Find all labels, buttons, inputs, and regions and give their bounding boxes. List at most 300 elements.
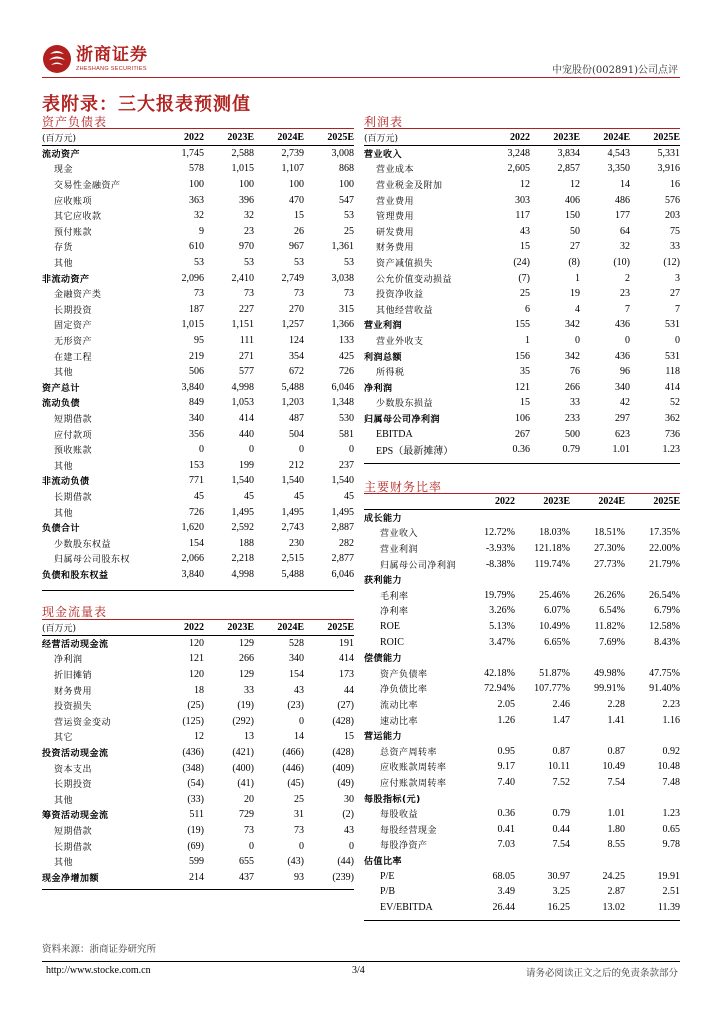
cell-value: 3,248 xyxy=(507,148,530,160)
cell-value: 19.79% xyxy=(484,589,515,601)
cell-value: (428) xyxy=(332,747,354,759)
row-label-text: 在建工程 xyxy=(54,352,93,363)
cell-value: 133 xyxy=(339,335,354,347)
row-label-text: 营运能力 xyxy=(364,732,403,743)
cell-value xyxy=(460,853,515,869)
table-row xyxy=(364,177,680,193)
row-label-text: 预付账款 xyxy=(54,227,93,238)
row-label-text: 投资净收益 xyxy=(376,290,424,301)
table-row xyxy=(364,744,680,760)
cell-value xyxy=(460,790,515,806)
cell-value: 173 xyxy=(339,669,354,681)
cell-value: 531 xyxy=(665,350,680,362)
row-label xyxy=(42,651,154,667)
row-label xyxy=(42,302,154,318)
row-label-text: 营业利润 xyxy=(380,545,419,556)
cell-value: (24) xyxy=(513,257,530,269)
cell-value: 212 xyxy=(289,459,304,471)
row-label xyxy=(364,208,480,224)
row-label xyxy=(364,572,460,588)
row-label xyxy=(42,729,154,745)
cell-value: 0.92 xyxy=(662,745,680,757)
row-label-text: 非流动资产 xyxy=(42,274,90,285)
row-label xyxy=(42,823,154,839)
cell-value: 35 xyxy=(520,366,530,378)
cell-value: 75 xyxy=(670,225,680,237)
cell-value: 5,488 xyxy=(281,568,304,580)
cell-value: 356 xyxy=(189,428,204,440)
table-row xyxy=(364,775,680,791)
table-row xyxy=(42,380,354,396)
cell-value: 1.23 xyxy=(662,444,680,456)
cell-value: 12 xyxy=(194,731,204,743)
row-label-text: 非流动负债 xyxy=(42,477,90,488)
cell-value: 219 xyxy=(189,350,204,362)
table-header-row xyxy=(42,130,354,146)
table-row xyxy=(364,806,680,822)
logo-english-name: ZHESHANG SECURITIES xyxy=(76,66,147,72)
logo-mark-icon xyxy=(42,44,72,74)
cell-value: (44) xyxy=(337,856,354,868)
cell-value: 0 xyxy=(299,715,304,727)
cell-value: 396 xyxy=(239,194,254,206)
table-row xyxy=(42,760,354,776)
disclaimer-note: 请务必阅读正文之后的免责条款部分 xyxy=(525,968,678,979)
row-label-text: 每股净资产 xyxy=(380,841,428,852)
cell-value: 120 xyxy=(189,638,204,650)
table-header-row xyxy=(364,130,680,146)
cell-value: 1,015 xyxy=(181,319,204,331)
header-divider xyxy=(42,77,680,78)
row-label-text: 现金净增加额 xyxy=(42,873,100,884)
table-row xyxy=(364,442,680,458)
cell-value: 199 xyxy=(239,459,254,471)
cell-value: 12.58% xyxy=(649,621,680,633)
row-label xyxy=(42,473,154,489)
row-label-text: P/B xyxy=(380,886,396,898)
cell-value: 230 xyxy=(289,537,304,549)
cell-value: 31 xyxy=(294,809,304,821)
row-label xyxy=(364,426,480,442)
cell-value: 111 xyxy=(239,335,254,347)
table-row xyxy=(364,899,680,915)
table-row xyxy=(42,270,354,286)
table-row xyxy=(42,870,354,886)
row-label-text: 营业收入 xyxy=(380,529,419,540)
cell-value: 3.47% xyxy=(489,636,515,648)
row-label-text: 归属母公司股东权 xyxy=(54,555,131,566)
table-row xyxy=(364,837,680,853)
table-row xyxy=(364,395,680,411)
row-label-text: 金融资产类 xyxy=(54,290,102,301)
unit-label: (百万元) xyxy=(42,134,77,145)
cell-value: 188 xyxy=(239,537,254,549)
cell-value: (23) xyxy=(287,700,304,712)
cell-value: 1,540 xyxy=(331,475,354,487)
cell-value: 1,107 xyxy=(281,163,304,175)
table-row xyxy=(364,603,680,619)
cell-value: 1.41 xyxy=(607,714,625,726)
cell-value: 576 xyxy=(665,194,680,206)
row-label-text: 偿债能力 xyxy=(364,654,403,665)
cell-value: 0 xyxy=(249,840,254,852)
row-label xyxy=(364,395,480,411)
cell-value: 129 xyxy=(239,669,254,681)
cell-value: 342 xyxy=(565,319,580,331)
income-statement-table xyxy=(364,130,680,457)
row-label xyxy=(364,380,480,396)
cell-value: 3,038 xyxy=(331,272,354,284)
cell-value: 11.39 xyxy=(657,901,680,913)
cell-value: 5,331 xyxy=(657,148,680,160)
row-label xyxy=(42,682,154,698)
cell-value: 0 xyxy=(349,840,354,852)
cell-value: 100 xyxy=(339,179,354,191)
cell-value: 1 xyxy=(525,335,530,347)
row-label-text: 资产负债率 xyxy=(380,669,428,680)
row-label xyxy=(364,759,460,775)
cell-value xyxy=(570,728,625,744)
website-link[interactable]: http://www.stocke.com.cn xyxy=(46,965,151,976)
row-label-text: 固定资产 xyxy=(54,321,93,332)
cell-value: 177 xyxy=(615,210,630,222)
cell-value: 0 xyxy=(625,335,630,347)
cell-value: 342 xyxy=(565,350,580,362)
cell-value: 7 xyxy=(625,303,630,315)
cell-value xyxy=(625,790,680,806)
cell-value: 3.25 xyxy=(552,886,570,898)
cell-value: 22.00% xyxy=(649,543,680,555)
cell-value: 297 xyxy=(615,412,630,424)
cell-value xyxy=(460,510,515,526)
row-label xyxy=(42,854,154,870)
table-row xyxy=(364,853,680,869)
cell-value: 24.25 xyxy=(602,870,625,882)
row-label xyxy=(364,837,460,853)
cell-value: 11.82% xyxy=(594,621,625,633)
cell-value: (7) xyxy=(518,272,530,284)
cell-value: 0 xyxy=(675,335,680,347)
cell-value: 736 xyxy=(665,428,680,440)
table-row xyxy=(42,192,354,208)
cell-value: 2,743 xyxy=(281,522,304,534)
page-title: 表附录：三大报表预测值 xyxy=(42,94,251,115)
cell-value: 10.11 xyxy=(547,761,570,773)
cell-value: 2.51 xyxy=(662,886,680,898)
cell-value: 6.07% xyxy=(544,605,570,617)
income-statement-bottom-rule xyxy=(364,463,680,464)
row-label-text: 归属母公司净利润 xyxy=(364,414,441,425)
cell-value: 440 xyxy=(239,428,254,440)
cell-value: 0 xyxy=(199,444,204,456)
table-row xyxy=(42,682,354,698)
cell-value: 107.77% xyxy=(534,683,570,695)
row-label xyxy=(364,650,460,666)
cell-value: 33 xyxy=(670,241,680,253)
cell-value: 120 xyxy=(189,669,204,681)
cell-value: 45 xyxy=(344,490,354,502)
cell-value: 53 xyxy=(344,257,354,269)
row-label xyxy=(364,806,460,822)
row-label xyxy=(42,442,154,458)
cell-value: (292) xyxy=(232,715,254,727)
cell-value: 14 xyxy=(620,179,630,191)
cell-value xyxy=(625,510,680,526)
row-label-text: 管理费用 xyxy=(376,212,415,223)
cell-value: 9.17 xyxy=(497,761,515,773)
table-row xyxy=(42,776,354,792)
cell-value: 4 xyxy=(575,303,580,315)
cell-value: 45 xyxy=(294,490,304,502)
cell-value: 95 xyxy=(194,335,204,347)
row-label-text: 现金 xyxy=(54,165,74,176)
table-row xyxy=(364,619,680,635)
cell-value: 42 xyxy=(620,397,630,409)
cell-value: (45) xyxy=(287,778,304,790)
cell-value: 14 xyxy=(294,731,304,743)
cell-value xyxy=(515,650,570,666)
year-header: 2025E xyxy=(653,132,680,144)
cell-value: 106 xyxy=(515,412,530,424)
year-header: 2022 xyxy=(495,496,515,508)
row-label xyxy=(42,426,154,442)
cell-value: 3.26% xyxy=(489,605,515,617)
cell-value: 0.95 xyxy=(497,745,515,757)
cell-value: 155 xyxy=(515,319,530,331)
table-row xyxy=(364,411,680,427)
cell-value: 8.55 xyxy=(607,839,625,851)
cell-value: 436 xyxy=(615,319,630,331)
cell-value: 3,350 xyxy=(607,163,630,175)
cell-value: 610 xyxy=(189,241,204,253)
cell-value: 9.78 xyxy=(662,839,680,851)
cell-value: 5.13% xyxy=(489,621,515,633)
table-row xyxy=(364,821,680,837)
cell-value: 10.49 xyxy=(602,761,625,773)
table-row xyxy=(364,333,680,349)
row-label xyxy=(364,603,460,619)
row-label xyxy=(42,317,154,333)
row-label-text: 流动比率 xyxy=(380,701,419,712)
table-row xyxy=(364,192,680,208)
cell-value xyxy=(570,650,625,666)
cell-value: (33) xyxy=(187,793,204,805)
row-label-text: 资本支出 xyxy=(54,764,93,775)
table-row xyxy=(364,208,680,224)
cell-value: (69) xyxy=(187,840,204,852)
table-row xyxy=(42,442,354,458)
year-header: 2024E xyxy=(603,132,630,144)
cell-value: 73 xyxy=(244,288,254,300)
cell-value: 437 xyxy=(239,871,254,883)
cell-value: (436) xyxy=(182,747,204,759)
row-label xyxy=(364,239,480,255)
row-label xyxy=(42,551,154,567)
cell-value: 12 xyxy=(520,179,530,191)
cell-value: 0.36 xyxy=(512,444,530,456)
cell-value: 33 xyxy=(244,684,254,696)
row-label xyxy=(364,556,460,572)
income-statement-title: 利润表 xyxy=(364,115,404,129)
cell-value: 7 xyxy=(675,303,680,315)
cell-value: 849 xyxy=(189,397,204,409)
cell-value: 506 xyxy=(189,366,204,378)
cell-value: 51.87% xyxy=(539,667,570,679)
cell-value: 100 xyxy=(239,179,254,191)
cell-value: 72.94% xyxy=(484,683,515,695)
cell-value: 2,605 xyxy=(507,163,530,175)
cell-value: 43 xyxy=(344,825,354,837)
cell-value: 15 xyxy=(294,210,304,222)
cell-value: 53 xyxy=(344,210,354,222)
table-row xyxy=(364,510,680,526)
cell-value: 1,540 xyxy=(281,475,304,487)
row-label-text: 所得税 xyxy=(376,368,405,379)
cell-value: 68.05 xyxy=(492,870,515,882)
row-label xyxy=(364,224,480,240)
table-row xyxy=(42,807,354,823)
year-header: 2024E xyxy=(598,496,625,508)
ratios-bottom-rule xyxy=(364,920,680,921)
cell-value: 2,592 xyxy=(231,522,254,534)
table-row xyxy=(364,286,680,302)
row-label-text: 负债和股东权益 xyxy=(42,570,109,581)
balance-sheet-table xyxy=(42,130,354,582)
table-row xyxy=(364,728,680,744)
row-label xyxy=(364,853,460,869)
row-label xyxy=(364,302,480,318)
cell-value: 486 xyxy=(615,194,630,206)
balance-sheet-bottom-rule xyxy=(42,590,354,591)
row-label-text: 投资损失 xyxy=(54,702,93,713)
year-header: 2023E xyxy=(553,132,580,144)
table-row xyxy=(364,255,680,271)
cell-value: 578 xyxy=(189,163,204,175)
row-label xyxy=(42,161,154,177)
row-label-text: 营业成本 xyxy=(376,165,415,176)
table-row xyxy=(364,650,680,666)
cell-value: 26 xyxy=(294,225,304,237)
cell-value: 1,015 xyxy=(231,163,254,175)
cell-value: 0 xyxy=(249,444,254,456)
row-label xyxy=(42,208,154,224)
cell-value: (409) xyxy=(332,762,354,774)
row-label-text: 投资活动现金流 xyxy=(42,749,109,760)
cell-value: 27 xyxy=(570,241,580,253)
cell-value: 470 xyxy=(289,194,304,206)
row-label xyxy=(364,666,460,682)
row-label xyxy=(364,619,460,635)
cell-value xyxy=(460,572,515,588)
cell-value: 1,257 xyxy=(281,319,304,331)
cell-value: 25.46% xyxy=(539,589,570,601)
cell-value: 53 xyxy=(194,257,204,269)
row-label xyxy=(42,380,154,396)
row-label-text: 营业利润 xyxy=(364,321,403,332)
row-label xyxy=(364,442,480,458)
table-row xyxy=(42,551,354,567)
cell-value xyxy=(570,572,625,588)
cell-value: 129 xyxy=(239,638,254,650)
cell-value: 191 xyxy=(339,638,354,650)
table-row xyxy=(42,333,354,349)
row-label xyxy=(42,146,154,162)
cell-value: 52 xyxy=(670,397,680,409)
cell-value: 73 xyxy=(244,825,254,837)
cell-value: 20 xyxy=(244,793,254,805)
cell-value: 315 xyxy=(339,303,354,315)
table-row xyxy=(42,208,354,224)
row-label xyxy=(42,255,154,271)
row-label-text: 每股收益 xyxy=(380,810,419,821)
row-label-text: 流动负债 xyxy=(42,399,81,410)
row-label xyxy=(364,525,460,541)
unit-label: (百万元) xyxy=(42,624,77,635)
table-header-row xyxy=(364,494,680,510)
cell-value: 0 xyxy=(349,444,354,456)
cell-value: 23 xyxy=(620,288,630,300)
row-label-text: P/E xyxy=(380,870,395,882)
cell-value: 227 xyxy=(239,303,254,315)
cell-value: 2,410 xyxy=(231,272,254,284)
cell-value: 1.80 xyxy=(607,823,625,835)
cell-value: 0.44 xyxy=(552,823,570,835)
cell-value: (41) xyxy=(237,778,254,790)
cell-value: 504 xyxy=(289,428,304,440)
cell-value: (8) xyxy=(568,257,580,269)
row-label xyxy=(42,239,154,255)
row-label xyxy=(364,790,460,806)
cell-value: 2,515 xyxy=(281,553,304,565)
cell-value: 73 xyxy=(294,825,304,837)
table-row xyxy=(364,868,680,884)
cell-value: 6.65% xyxy=(544,636,570,648)
row-label-text: 其他 xyxy=(54,259,74,270)
table-row xyxy=(364,161,680,177)
row-label-text: 交易性金融资产 xyxy=(54,181,121,192)
table-row xyxy=(42,714,354,730)
cell-value: 4,543 xyxy=(607,148,630,160)
table-row xyxy=(364,270,680,286)
cell-value: 970 xyxy=(239,241,254,253)
table-row xyxy=(42,745,354,761)
cell-value: 5,488 xyxy=(281,381,304,393)
cell-value: (12) xyxy=(663,257,680,269)
row-label xyxy=(42,224,154,240)
cell-value: (239) xyxy=(332,871,354,883)
table-row xyxy=(42,667,354,683)
row-label xyxy=(42,520,154,536)
cell-value: 1,361 xyxy=(331,241,354,253)
cell-value: 500 xyxy=(565,428,580,440)
table-row xyxy=(364,224,680,240)
table-row xyxy=(42,729,354,745)
table-row xyxy=(42,348,354,364)
row-label xyxy=(42,395,154,411)
row-label xyxy=(42,838,154,854)
row-label-text: EPS（最新摊薄） xyxy=(376,446,454,458)
cell-value: 12 xyxy=(570,179,580,191)
row-label xyxy=(364,697,460,713)
company-logo xyxy=(42,42,148,76)
cell-value: 340 xyxy=(289,653,304,665)
cell-value: 19 xyxy=(570,288,580,300)
row-label-text: 应收账项 xyxy=(54,196,93,207)
cell-value: 0.65 xyxy=(662,823,680,835)
row-label-text: 营运资金变动 xyxy=(54,717,112,728)
year-header: 2025E xyxy=(327,622,354,634)
row-label xyxy=(364,821,460,837)
